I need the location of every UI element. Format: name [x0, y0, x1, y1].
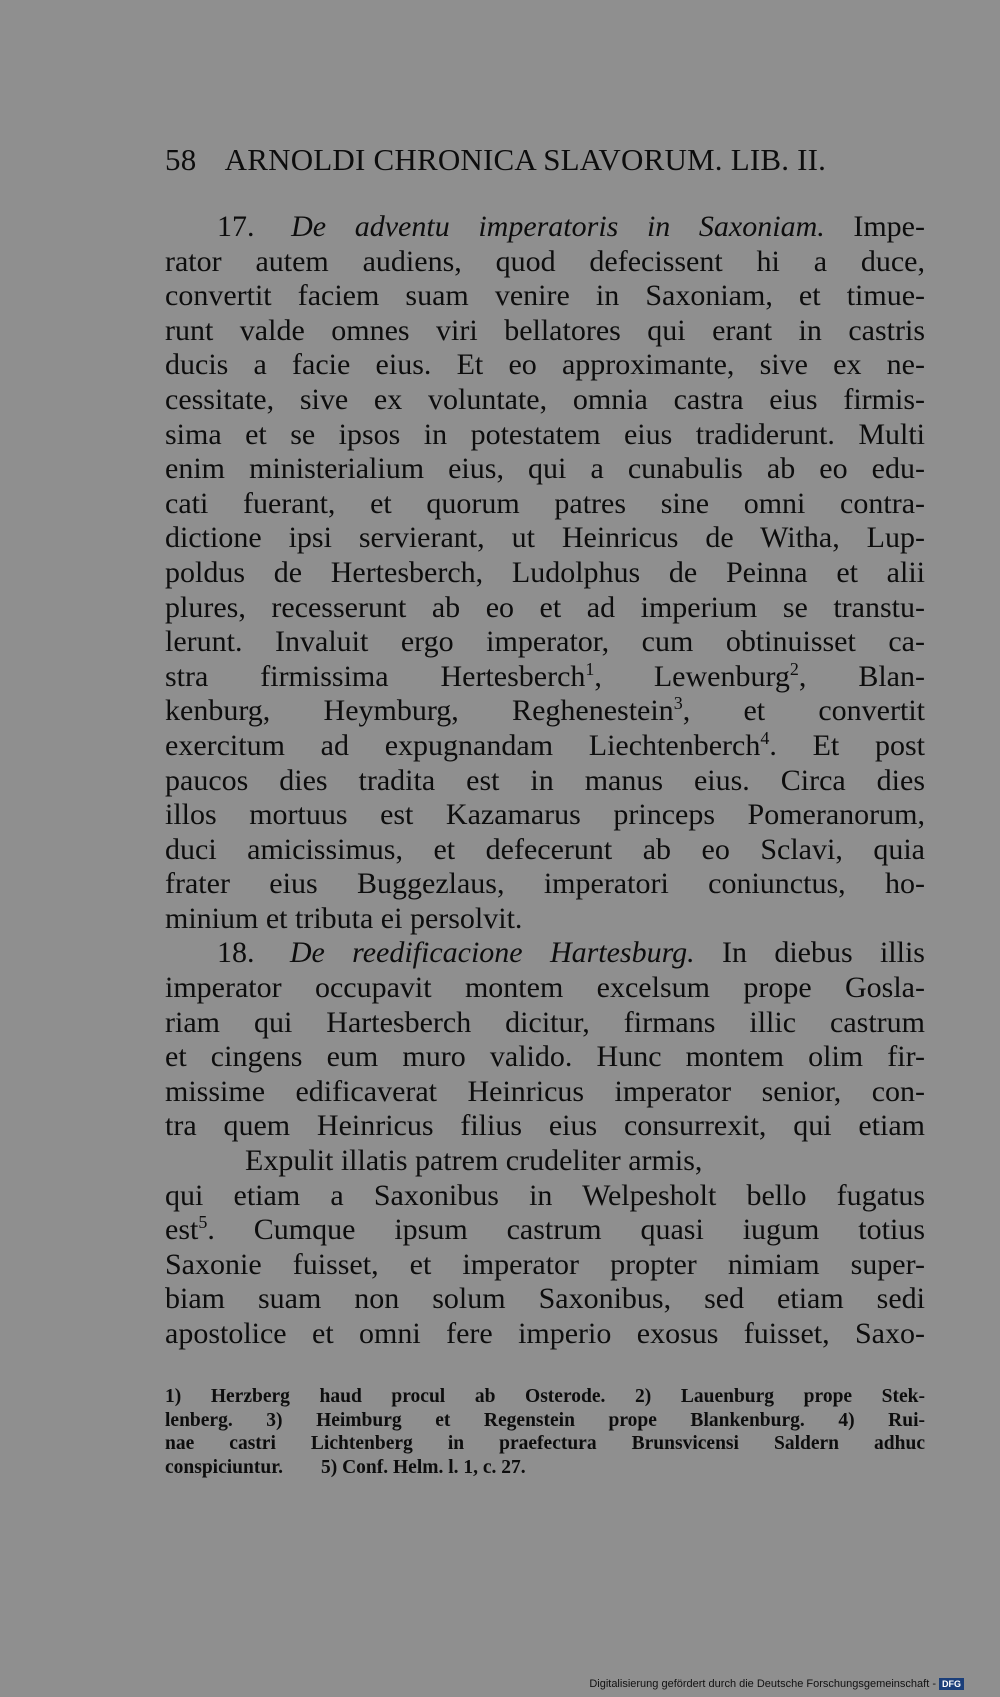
footnote-text: 3) Heimburg et Regenstein prope Blankenburg. — [266, 1409, 805, 1431]
main-text — [165, 210, 925, 1352]
footnote-line — [165, 1456, 925, 1480]
text-line: minium et tributa ei persolvit. — [165, 901, 523, 935]
footnote-ref: 3 — [673, 693, 683, 714]
text-line: ducis a facie eius. Et eo approximante, sive ex ne- — [165, 348, 925, 382]
footnote-text: conspiciuntur. — [165, 1456, 283, 1478]
text-fragment: Impe- — [853, 210, 925, 243]
text-line: lerunt. Invaluit ergo imperator, cum obtinuisset ca- — [165, 625, 925, 659]
footnote-line — [165, 1385, 925, 1409]
footnote-text: lenberg. — [165, 1409, 233, 1431]
footnote-ref: 2 — [789, 658, 799, 679]
text-fragment: exercitum ad expugnandam Liechtenberch — [165, 728, 761, 762]
digitization-credit — [589, 1678, 964, 1690]
text-line: illos mortuus est Kazamarus princeps Pomeranorum, — [165, 798, 925, 832]
footnote-ref: 4 — [760, 727, 770, 748]
chapter-title: De adventu imperatoris in Saxoniam. — [291, 210, 825, 243]
footnote-ref: 1 — [585, 658, 595, 679]
text-fragment: , Blan- — [798, 659, 925, 693]
text-line: cessitate, sive ex voluntate, omnia castra eius firmis- — [165, 382, 925, 416]
text-line: sima et se ipsos in potestatem eius tradiderunt. Multi — [165, 417, 925, 451]
text-line: poldus de Hertesberch, Ludolphus de Peinna et alii — [165, 555, 925, 589]
text-line: enim ministerialium eius, qui a cunabulis ab eo edu- — [165, 452, 925, 486]
footnote-text: 2) Lauenburg prope Stek- — [635, 1386, 926, 1407]
text-fragment: , et convertit — [682, 694, 925, 728]
text-line: paucos dies tradita est in manus eius. Circa dies — [165, 763, 925, 797]
footnote-text: 1) Herzberg haud procul ab Osterode. — [165, 1386, 606, 1407]
chapter-number: 18. — [217, 936, 255, 970]
text-line: qui etiam a Saxonibus in Welpesholt bello fugatus — [165, 1178, 925, 1212]
text-line: apostolice et omni fere imperio exosus fuisset, Saxo- — [165, 1317, 925, 1350]
text-fragment: , Lewenburg — [594, 659, 790, 693]
text-fragment: stra firmissima Hertesberch — [165, 659, 586, 693]
credit-text: Digitalisierung gefördert durch die Deutsche Forschungsgemeinschaft - — [589, 1678, 936, 1690]
text-line-with-footnote-refs — [165, 729, 925, 764]
footnote-line — [165, 1409, 925, 1433]
running-header — [165, 140, 905, 180]
dfg-logo: DFG — [939, 1678, 964, 1690]
chapter-17-heading-line — [165, 210, 925, 245]
footnote-line: nae castri Lichtenberg in praefectura Brunsvicensi Saldern adhuc — [165, 1433, 925, 1454]
chapter-title: De reedificacione Hartesburg. — [289, 936, 695, 970]
text-line: missime edificaverat Heinricus imperator senior, con- — [165, 1074, 925, 1108]
text-line: plures, recesserunt ab eo et ad imperium se transtu- — [165, 590, 925, 624]
text-line: runt valde omnes viri bellatores qui erant in castris — [165, 313, 925, 347]
footnote-text: 4) Rui- — [838, 1409, 925, 1431]
text-line: dictione ipsi servierant, ut Heinricus de Witha, Lup- — [165, 521, 925, 555]
text-fragment: kenburg, Heymburg, Reghenestein — [165, 694, 674, 728]
text-line: duci amicissimus, et defecerunt ab eo Sclavi, quia — [165, 832, 925, 866]
footnote-ref: 5 — [198, 1212, 208, 1233]
text-line: cati fuerant, et quorum patres sine omni contra- — [165, 486, 925, 520]
verse-quotation: Expulit illatis patrem crudeliter armis, — [245, 1144, 703, 1178]
chapter-18-heading-line — [165, 936, 925, 971]
text-line: et cingens eum muro valido. Hunc montem olim fir- — [165, 1040, 925, 1074]
text-fragment: est — [165, 1213, 199, 1247]
text-line: Saxonie fuisset, et imperator propter nimiam super- — [165, 1247, 925, 1281]
text-fragment: . Et post — [769, 728, 926, 762]
text-line: tra quem Heinricus filius eius consurrexit, qui etiam — [165, 1109, 925, 1143]
text-line: biam suam non solum Saxonibus, sed etiam sedi — [165, 1282, 925, 1316]
text-line: riam qui Hartesberch dicitur, firmans illic castrum — [165, 1005, 925, 1039]
text-line: convertit faciem suam venire in Saxoniam, et timue- — [165, 279, 925, 313]
text-line-with-footnote-refs — [165, 694, 925, 729]
text-fragment: In diebus illis — [722, 936, 925, 970]
text-fragment: . Cumque ipsum castrum quasi iugum totius — [207, 1213, 925, 1247]
chapter-number: 17. — [217, 210, 255, 243]
page-number: 58 — [165, 142, 197, 177]
text-line: rator autem audiens, quod defecissent hi a duce, — [165, 244, 925, 278]
text-line: imperator occupavit montem excelsum prope Gosla- — [165, 971, 925, 1005]
footnotes — [165, 1385, 925, 1479]
text-line: frater eius Buggezlaus, imperatori coniunctus, ho- — [165, 867, 925, 901]
text-line-with-footnote-refs — [165, 660, 925, 695]
text-line-with-footnote-refs — [165, 1213, 925, 1248]
footnote-text: 5) Conf. Helm. l. 1, c. 27. — [320, 1456, 526, 1478]
running-title: ARNOLDI CHRONICA SLAVORUM. LIB. II. — [224, 142, 827, 177]
